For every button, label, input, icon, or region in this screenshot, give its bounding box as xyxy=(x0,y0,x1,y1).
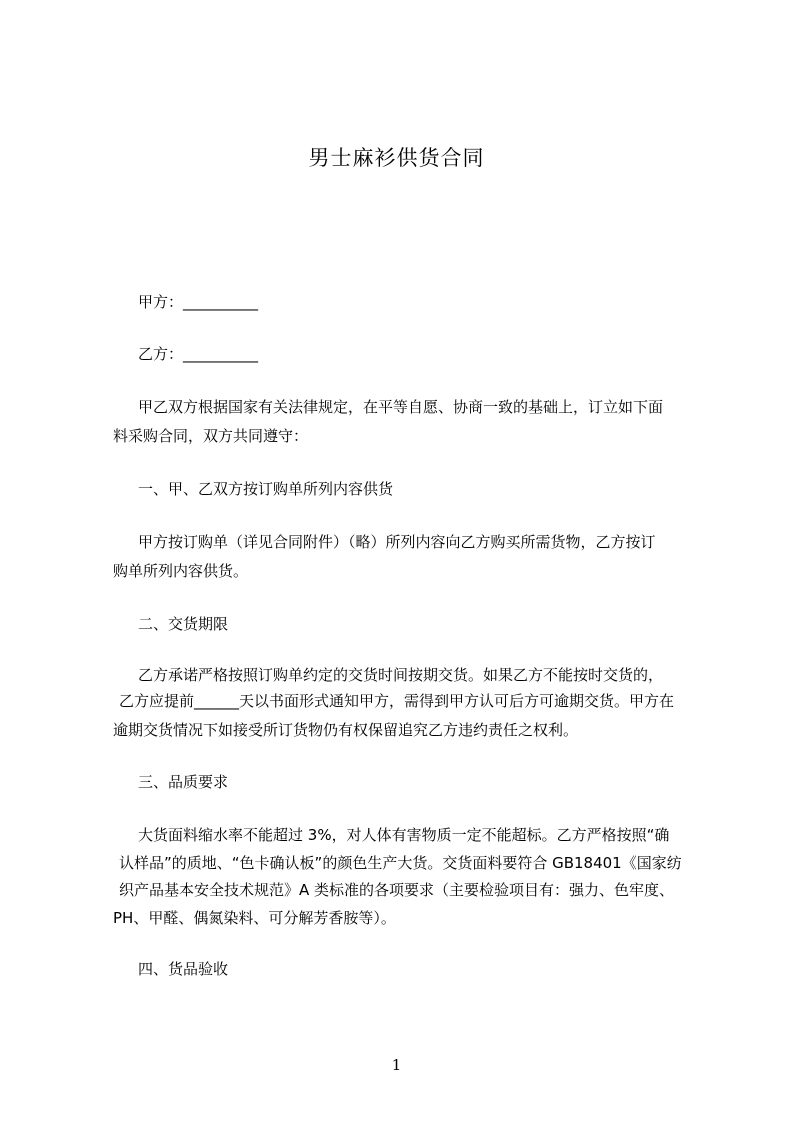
section-3-line-3: 织产品基本安全技术规范》A 类标准的各项要求（主要检验项目有：强力、色牢度、 xyxy=(119,881,675,899)
section-1-line-1: 甲方按订购单（详见合同附件）（略）所列内容向乙方购买所需货物，乙方按订 xyxy=(138,533,656,551)
document-title: 男士麻衫供货合同 xyxy=(308,146,485,170)
section-2-line-1: 乙方承诺严格按照订购单约定的交货时间按期交货。如果乙方不能按时交货的， xyxy=(138,666,664,684)
intro-line-1: 甲乙双方根据国家有关法律规定，在平等自愿、协商一致的基础上，订立如下面 xyxy=(138,398,664,416)
party-a-line: 甲方：__________ xyxy=(138,293,259,311)
section-2-heading: 二、交货期限 xyxy=(138,615,229,633)
section-1-line-2: 购单所列内容供货。 xyxy=(113,562,249,580)
section-4-heading: 四、货品验收 xyxy=(138,960,229,978)
section-3-line-4: PH、甲醛、偶氮染料、可分解芳香胺等）。 xyxy=(113,909,396,927)
party-b-line: 乙方：__________ xyxy=(138,345,259,363)
section-2-line-2: 乙方应提前______天以书面形式通知甲方，需得到甲方认可后方可逾期交货。甲方在 xyxy=(119,692,675,710)
section-1-heading: 一、甲、乙双方按订购单所列内容供货 xyxy=(138,480,394,498)
section-3-line-2: 认样品”的质地、“色卡确认板”的颜色生产大货。交货面料要符合 GB18401《国家纺 xyxy=(119,854,682,872)
intro-line-2: 料采购合同，双方共同遵守： xyxy=(113,427,309,445)
section-3-heading: 三、品质要求 xyxy=(138,773,229,791)
section-3-line-1: 大货面料缩水率不能超过 3%，对人体有害物质一定不能超标。乙方严格按照“确 xyxy=(138,826,670,844)
section-2-line-3: 逾期交货情况下如接受所订货物仍有权保留追究乙方违约责任之权利。 xyxy=(113,721,579,739)
page-number: 1 xyxy=(391,1056,402,1074)
